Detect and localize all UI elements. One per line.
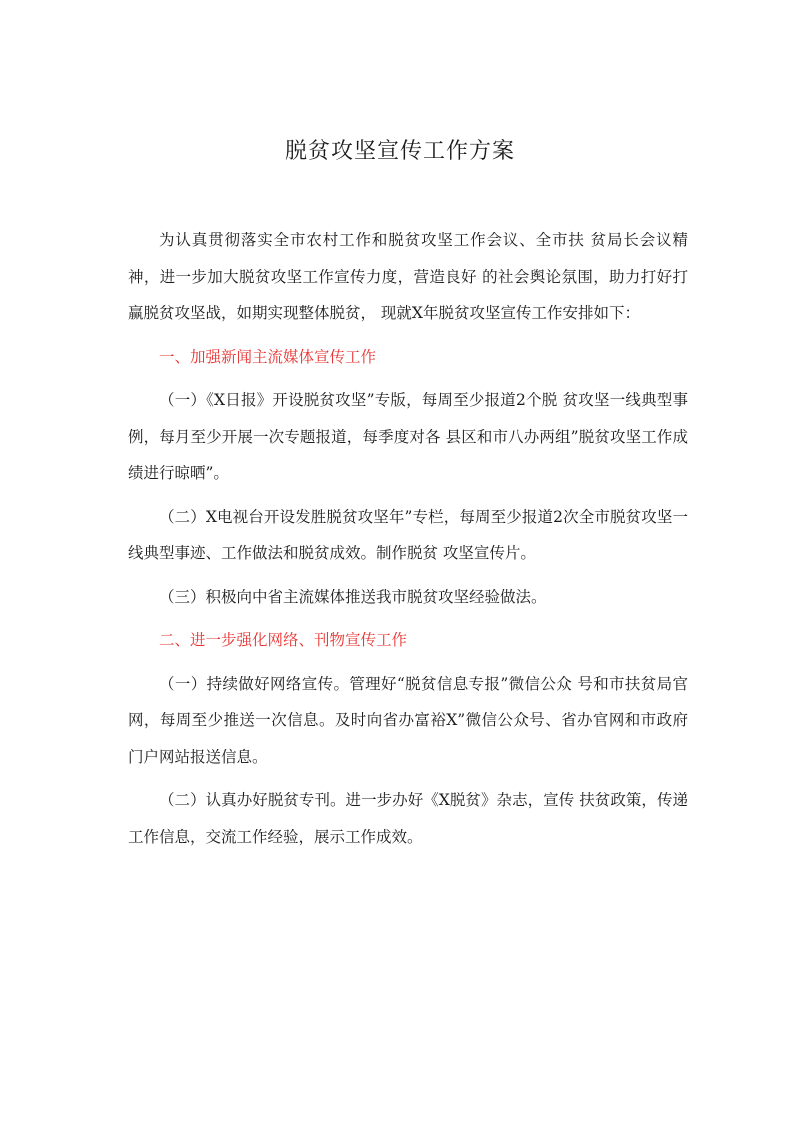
section-1-item-2: （二）X电视台开设发胜脱贫攻坚年”专栏，每周至少报道2次全市脱贫攻坚一线典型事迹、工作做法和脱贫成效。制作脱贫 攻坚宣传片。 xyxy=(128,507,688,562)
section-1-item-1: （一）《X日报》开设脱贫攻坚”专版，每周至少报道2个脱 贫攻坚一线典型事例，每月至少开展一次专题报道，每季度对各 县区和市八办两组”脱贫攻坚工作成绩进行晾晒”。 xyxy=(128,391,688,482)
section-2-item-2: （二）认真办好脱贫专刊。进一步办好《X脱贫》杂志，宣传 扶贫政策，传递工作信息，交流工作经验，展示工作成效。 xyxy=(128,791,688,846)
document-body xyxy=(128,222,688,862)
section-2-item-1: （一）持续做好网络宣传。管理好“脱贫信息专报”微信公众 号和市扶贫局官网，每周至少推送一次信息。及时向省办富裕X”微信公众号、省办官网和市政府门户网站报送信息。 xyxy=(128,674,688,766)
section-heading-1: 一、加强新闻主流媒体宣传工作 xyxy=(159,347,377,366)
section-1-item-3: （三）积极向中省主流媒体推送我市脱贫攻坚经验做法。 xyxy=(159,587,547,606)
section-heading-2: 二、进一步强化网络、刊物宣传工作 xyxy=(159,631,408,649)
intro-paragraph: 为认真贯彻落实全市农村工作和脱贫攻坚工作会议、全市扶 贫局长会议精神，进一步加大脱贫攻坚工作宣传力度，营造良好 的社会舆论氛围，助力打好打赢脱贫攻坚战，如期实现整体脱贫， 现就X年脱贫攻坚宣传工作安排如下： xyxy=(128,231,688,322)
document-title: 脱贫攻坚宣传工作方案 xyxy=(284,139,515,164)
